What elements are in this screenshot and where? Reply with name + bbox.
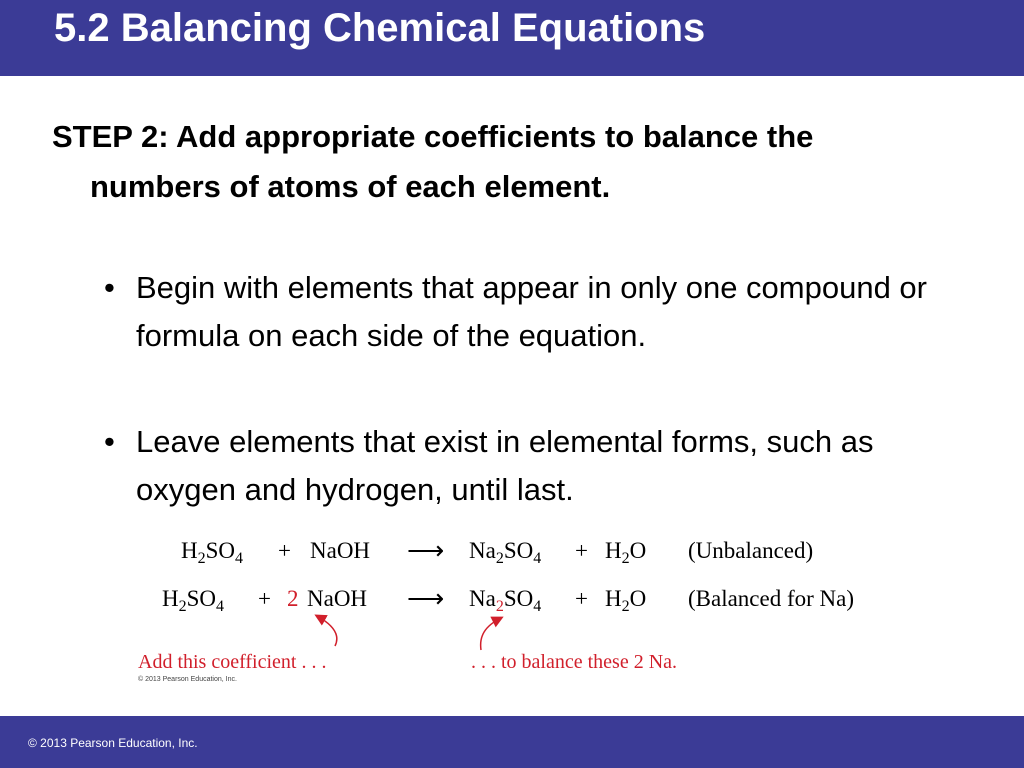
reaction-arrow: ⟶ <box>407 584 445 613</box>
annotation-right: . . . to balance these 2 Na. <box>471 651 678 673</box>
reactant-naoh: NaOH <box>310 538 371 563</box>
plus-sign: + <box>575 538 588 563</box>
product-h2o: $H_2O$ <box>605 538 647 567</box>
bullet-text: Begin with elements that appear in only one compound or formula on each side of the equation. <box>136 270 927 353</box>
product-na2so4: $Na_2SO_4$ <box>469 586 542 615</box>
slide-title: 5.2 Balancing Chemical Equations <box>54 6 706 50</box>
footer-bar <box>0 716 1024 768</box>
bullet-text: Leave elements that exist in elemental forms, such as oxygen and hydrogen, until last. <box>136 424 874 507</box>
plus-sign: + <box>278 538 291 563</box>
product-h2o: $H_2O$ <box>605 586 647 615</box>
reactant-h2so4: $H_2SO_4$ <box>162 586 225 615</box>
subscript-arrow <box>481 618 501 650</box>
added-coefficient: 2 <box>287 586 299 611</box>
title-bar <box>0 0 1024 76</box>
reactant-h2so4: $H_2SO_4$ <box>181 538 244 567</box>
step-heading: STEP 2: Add appropriate coefficients to balance the numbers of atoms of each element. <box>52 119 814 204</box>
figure-credit: © 2013 Pearson Education, Inc. <box>138 676 237 683</box>
bullet-marker: • <box>104 424 115 459</box>
reactant-naoh: NaOH <box>307 586 368 611</box>
product-na2so4: $Na_2SO_4$ <box>469 538 542 567</box>
balanced-na-subscript: 2 <box>495 598 504 615</box>
annotation-left: Add this coefficient . . . <box>138 651 327 673</box>
bullet-marker: • <box>104 270 115 305</box>
equation-status-note: (Balanced for Na) <box>688 586 855 611</box>
equation-figure <box>135 528 905 688</box>
reaction-arrow: ⟶ <box>407 536 445 565</box>
plus-sign: + <box>575 586 588 611</box>
footer-copyright: © 2013 Pearson Education, Inc. <box>28 736 198 750</box>
bullet-item <box>104 418 934 514</box>
bullet-item <box>104 264 934 360</box>
coefficient-arrow <box>317 616 337 646</box>
equation-status-note: (Unbalanced) <box>688 538 814 563</box>
plus-sign: + <box>258 586 271 611</box>
